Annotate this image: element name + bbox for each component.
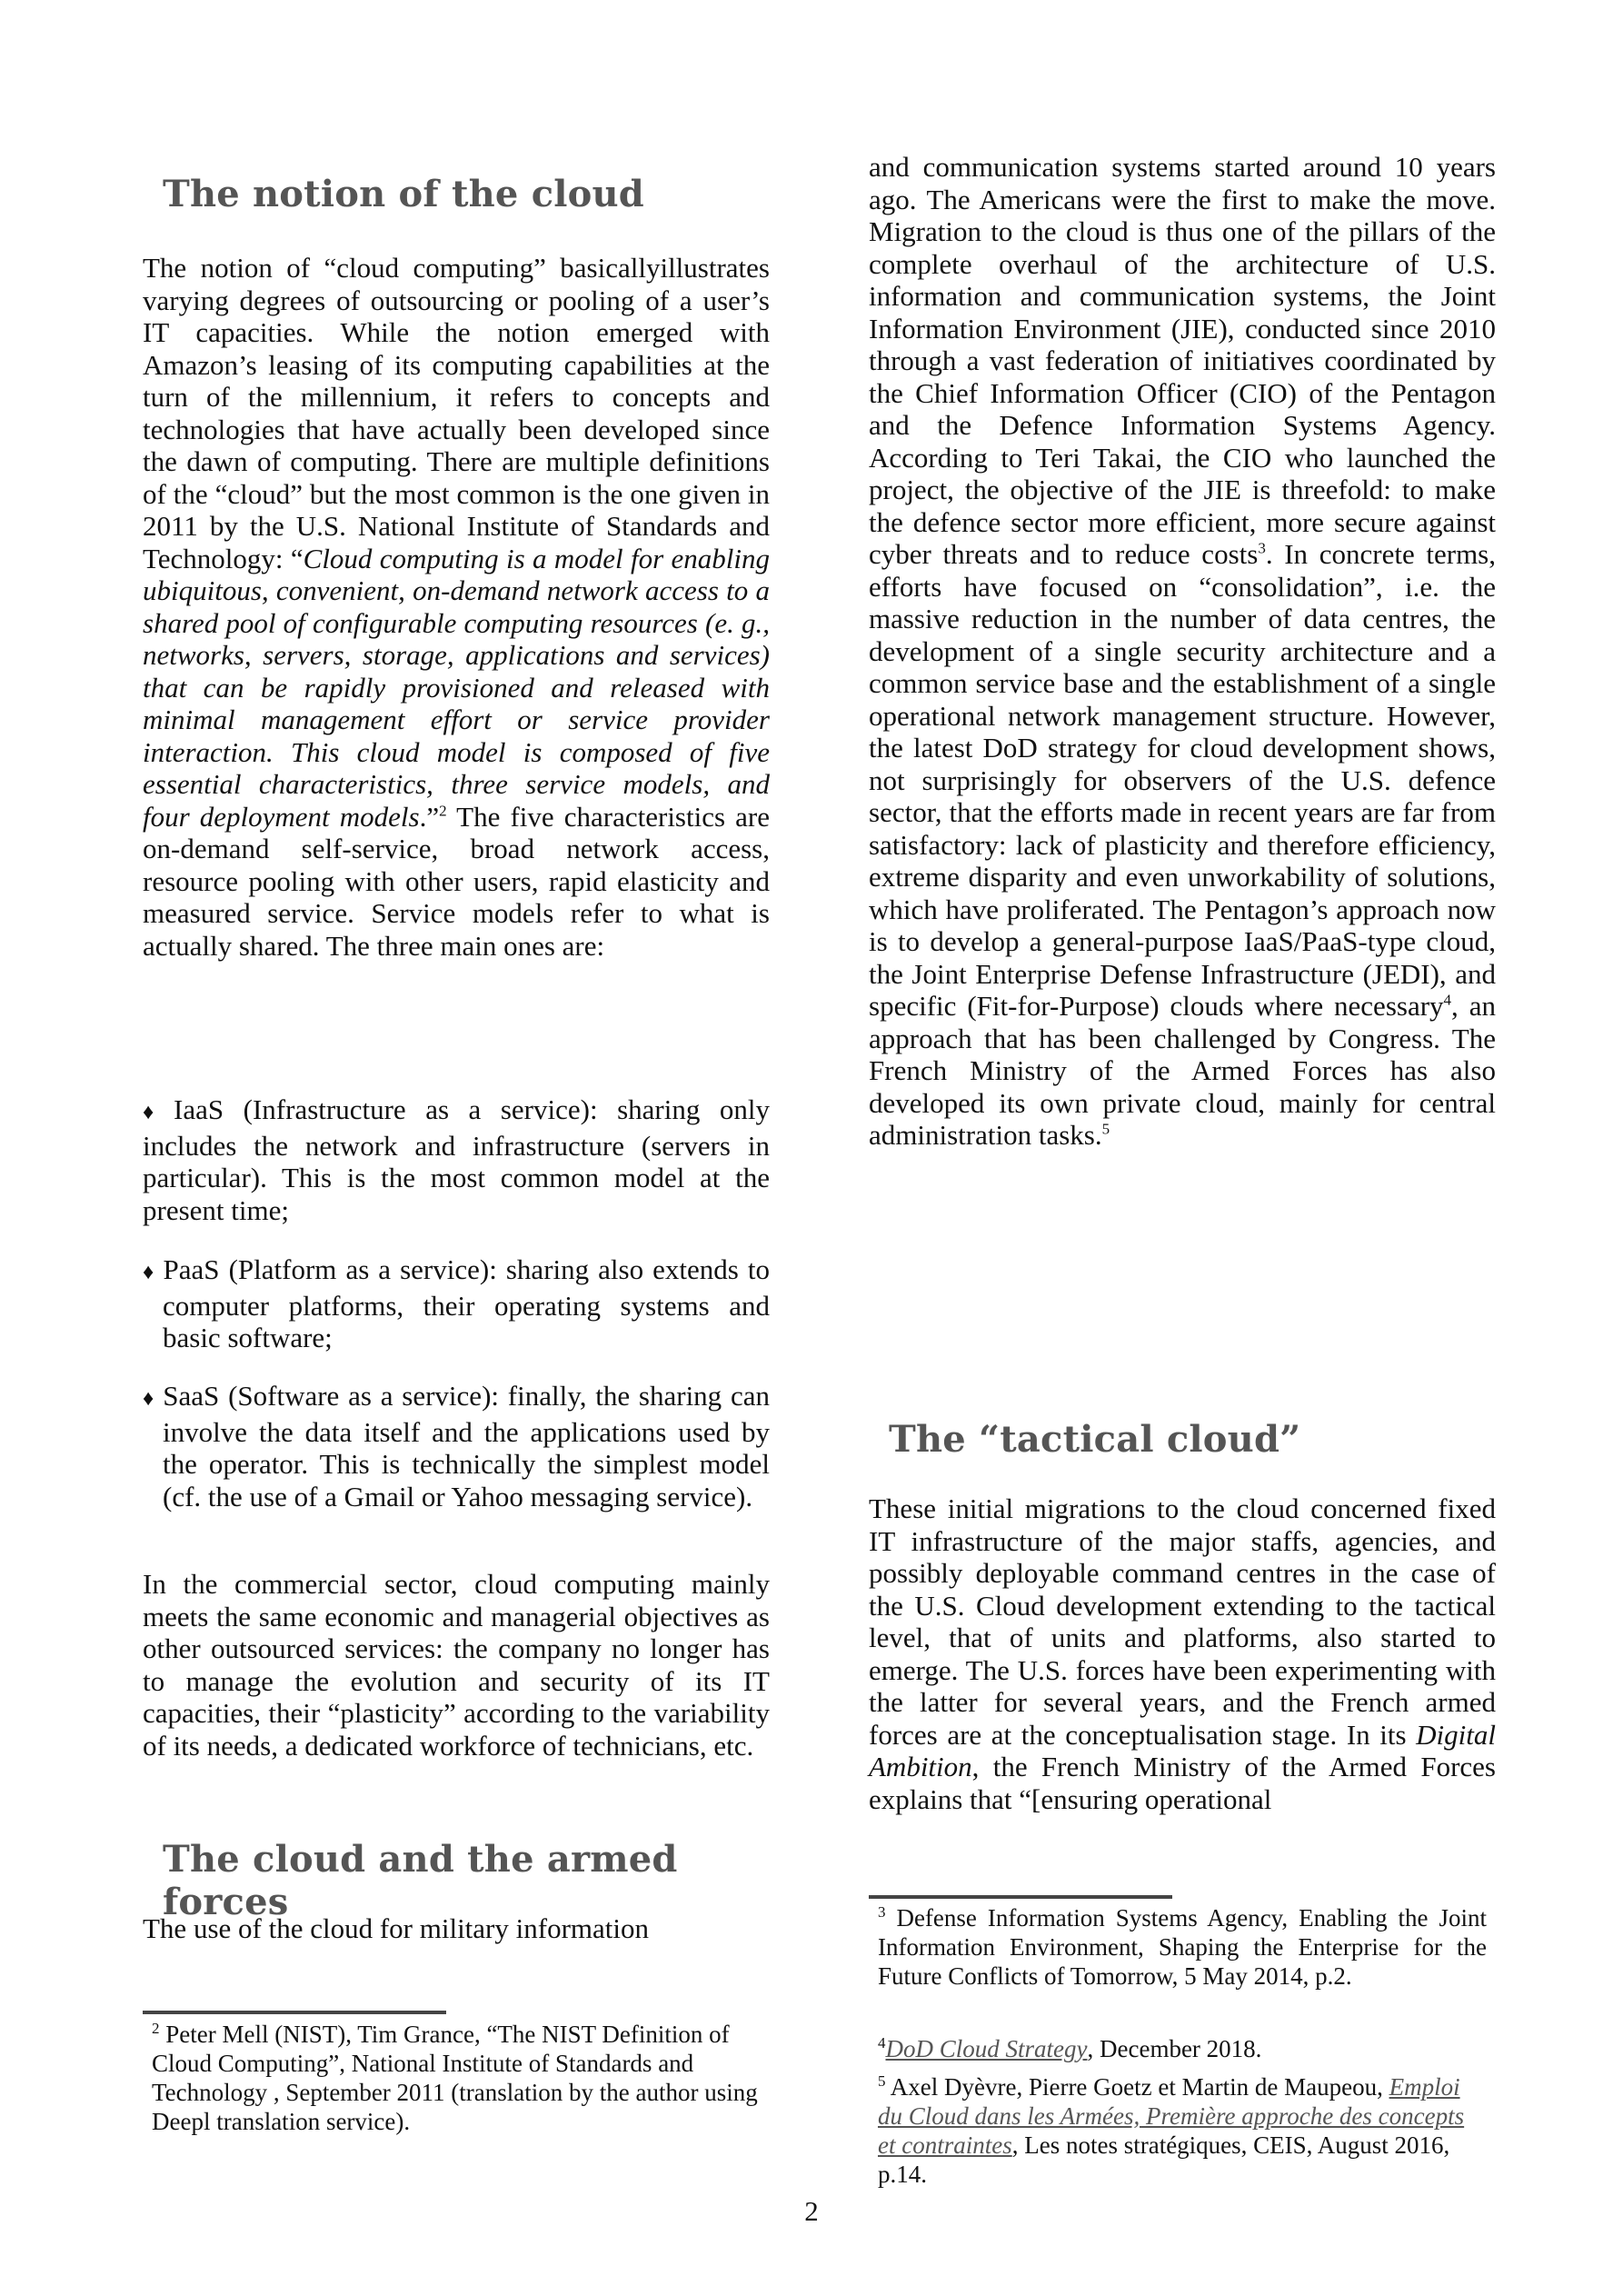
digital-ambition-title: Digital Ambition bbox=[869, 1718, 1496, 1782]
footnote-number: 3 bbox=[878, 1903, 886, 1921]
footnote-ref-5[interactable]: 5 bbox=[1101, 1120, 1110, 1138]
text-segment: , an approach that has been challenged by Congress. The French Ministry of the Armed Forces has also developed its own private cloud, mainly for central administration tasks. bbox=[869, 990, 1496, 1151]
bullet-text: PaaS (Platform as a service): sharing also extends to computer platforms, their operating systems and basic software; bbox=[163, 1253, 771, 1353]
page-number: 2 bbox=[804, 2195, 819, 2227]
text-segment: and communication systems started around 10 years ago. The Americans were the first to make the move. Migration to the cloud is thus one of the pillars of the complete overhaul of the architecture of U.S. information and communication systems, the Joint Information Environment (JIE), conducted since 2010 through a vast federation of initiatives coordinated by the Chief Information Officer (CIO) of the Pentagon and the Defence Information Systems Agency. According to Teri Takai, the CIO who launched the project, the objective of the JIE is threefold: to make the defence sector more efficient, more secure against cyber threats and to reduce costs bbox=[869, 151, 1496, 570]
bullet-saas bbox=[143, 1380, 770, 1512]
bullet-paas bbox=[143, 1253, 770, 1354]
footnote-separator bbox=[143, 2011, 446, 2014]
footnote-3 bbox=[878, 1903, 1487, 1991]
footnote-text: Defense Information Systems Agency, Enabling the Joint Information Environment, Shaping the Enterprise for the Future Conflicts of Tomorrow, 5 May 2014, p.2. bbox=[878, 1904, 1487, 1990]
bullet-text: IaaS (Infrastructure as a service): sharing only includes the network and infrastructure (servers in particular). This is the most common model at the present time; bbox=[143, 1093, 770, 1226]
diamond-bullet-icon: ♦ bbox=[143, 1101, 167, 1124]
text-segment: The five characteristics are on-demand self-service, broad network access, resource pooling with other users, rapid elasticity and measured service. Service models refer to what is actually shared. The three main ones are: bbox=[143, 800, 770, 962]
paragraph-military-use: The use of the cloud for military information bbox=[143, 1912, 649, 1944]
diamond-bullet-icon: ♦ bbox=[143, 1387, 156, 1411]
text-segment: . In concrete terms, efforts have focused on “consolidation”, i.e. the massive reduction in the number of data centres, the development of a single security architecture and a common service base and the establishment of a single operational network management structure. However, the latest DoD strategy for cloud development shows, not surprisingly for observers of the U.S. defence sector, that the efforts made in recent years are far from satisfactory: lack of plasticity and therefore efficiency, extreme disparity and even unworkability of solutions, which have proliferated. The Pentagon’s approach now is to develop a general-purpose IaaS/PaaS-type cloud, the Joint Enterprise Defense Infrastructure (JEDI), and specific (Fit-for-Purpose) clouds where necessary bbox=[869, 538, 1496, 1022]
footnote-4 bbox=[878, 2034, 1487, 2063]
footnote-text: , December 2018. bbox=[1087, 2035, 1262, 2062]
footnote-ref-4[interactable]: 4 bbox=[1443, 991, 1452, 1009]
text-segment: The notion of “cloud computing” basicallyillustrates varying degrees of outsourcing or pooling of a user’s IT capacities. While the notion emerged with Amazon’s leasing of its computing capabilities at the turn of the millennium, it refers to concepts and technologies that have actually been developed since the dawn of computing. There are multiple definitions of the “cloud” but the most common is the one given in 2011 by the U.S. National Institute of Standards and Technology: “ bbox=[143, 252, 770, 574]
nist-quote: Cloud computing is a model for enabling ubiquitous, convenient, on-demand network access to a shared pool of configurable computing resources (e. g., networks, servers, storage, applications and services) that can be rapidly provisioned and released with minimal management effort or service provider interaction. This cloud model is composed of five essential characteristics, three service models, and four deployment models bbox=[143, 542, 771, 833]
paragraph-cloud-definition bbox=[143, 252, 770, 962]
footnote-2 bbox=[152, 2020, 761, 2136]
text-segment: .” bbox=[419, 800, 440, 833]
footnote-5 bbox=[878, 2072, 1487, 2189]
diamond-bullet-icon: ♦ bbox=[143, 1261, 156, 1284]
paragraph-tactical-cloud bbox=[869, 1492, 1496, 1815]
footnote-ref-3[interactable]: 3 bbox=[1258, 539, 1266, 557]
footnote-number: 5 bbox=[878, 2072, 886, 2090]
footnote-text: , Les notes stratégiques, CEIS, August 2016, p.14. bbox=[878, 2131, 1450, 2188]
footnote-ref-2[interactable]: 2 bbox=[439, 802, 447, 820]
emploi-du-cloud-link[interactable]: Emploi du Cloud dans les Armées, Première approche des concepts et contraintes bbox=[878, 2073, 1465, 2159]
footnote-number: 4 bbox=[878, 2034, 886, 2051]
heading-cloud-armed-forces: The cloud and the armed forces bbox=[163, 1838, 678, 1923]
paragraph-military-migration bbox=[869, 151, 1496, 1152]
paragraph-commercial-sector: In the commercial sector, cloud computing mainly meets the same economic and managerial objectives as other outsourced services: the company no longer has to manage the evolution and security of its IT capacities, their “plasticity” according to the variability of its needs, a dedicated workforce of technicians, etc. bbox=[143, 1568, 770, 1762]
bullet-text: SaaS (Software as a service): finally, the sharing can involve the data itself and the applications used by the operator. This is technically the simplest model (cf. the use of a Gmail or Yahoo messaging service). bbox=[163, 1380, 770, 1512]
footnote-number: 2 bbox=[152, 2020, 160, 2037]
text-segment: , the French Ministry of the Armed Forces explains that “[ensuring operational bbox=[869, 1751, 1496, 1815]
heading-notion-of-cloud: The notion of the cloud bbox=[163, 173, 644, 215]
footnote-separator bbox=[869, 1895, 1172, 1899]
footnote-text: Axel Dyèvre, Pierre Goetz et Martin de Maupeou, bbox=[885, 2073, 1389, 2101]
heading-tactical-cloud: The “tactical cloud” bbox=[889, 1418, 1301, 1461]
bullet-iaas bbox=[143, 1093, 770, 1226]
text-segment: These initial migrations to the cloud concerned fixed IT infrastructure of the major staffs, agencies, and possibly deployable command centres in the case of the U.S. Cloud development extending to the tactical level, that of units and platforms, also started to emerge. The U.S. forces have been experimenting with the latter for several years, and the French armed forces are at the conceptualisation stage. In its bbox=[869, 1492, 1496, 1751]
footnote-text: Peter Mell (NIST), Tim Grance, “The NIST Definition of Cloud Computing”, National Institute of Standards and Technology , September 2011 (translation by the author using Deepl translation service). bbox=[152, 2021, 758, 2135]
dod-cloud-strategy-link[interactable]: DoD Cloud Strategy bbox=[885, 2035, 1088, 2062]
